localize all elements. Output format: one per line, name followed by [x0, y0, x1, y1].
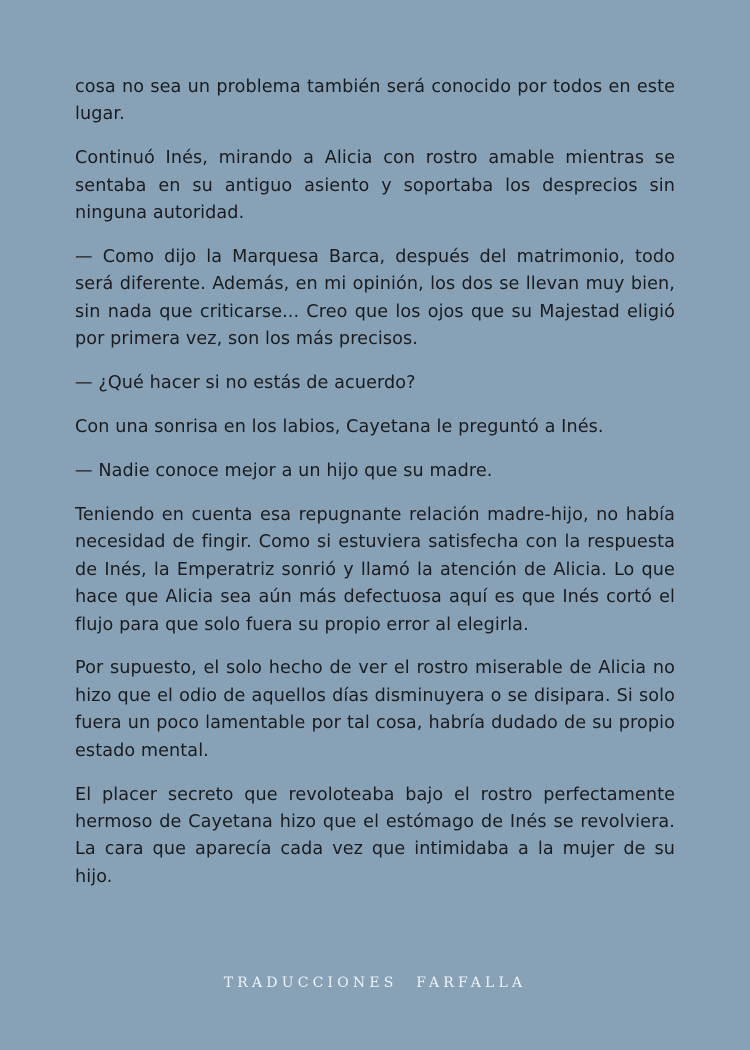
paragraph-9: El placer secreto que revoloteaba bajo el rostro perfectamente hermoso de Cayetana hizo que el estómago de Inés se revolviera. La cara que aparecía cada vez que intimidaba a la mujer de su hijo.	[75, 784, 675, 887]
page-body-text	[75, 74, 675, 908]
paragraph-8: Por supuesto, el solo hecho de ver el rostro miserable de Alicia no hizo que el odio de aquellos días disminuyera o se disipara. Si solo fuera un poco lamentable por tal cosa, habría dudado de su propio estado mental.	[75, 658, 675, 761]
paragraph-1: cosa no sea un problema también será conocido por todos en este lugar.	[75, 77, 675, 125]
paragraph-5: Con una sonrisa en los labios, Cayetana le preguntó a Inés.	[75, 417, 604, 438]
paragraph-4: — ¿Qué hacer si no estás de acuerdo?	[75, 373, 416, 394]
paragraph-7: Teniendo en cuenta esa repugnante relación madre-hijo, no había necesidad de fingir. Como si estuviera satisfecha con la respuesta de Inés, la Emperatriz sonrió y llamó la atención de Alicia. Lo que hace que Alicia sea aún más defectuosa aquí es que Inés cortó el flujo para que solo fuera su propio error al elegirla.	[75, 504, 675, 635]
paragraph-3: — Como dijo la Marquesa Barca, después del matrimonio, todo será diferente. Además, en mi opinión, los dos se llevan muy bien, sin nada que criticarse... Creo que los ojos que su Majestad eligió por primera vez, son los más precisos.	[75, 247, 675, 350]
paragraph-6: — Nadie conoce mejor a un hijo que su madre.	[75, 460, 493, 481]
paragraph-2: Continuó Inés, mirando a Alicia con rostro amable mientras se sentaba en su antiguo asiento y soportaba los desprecios sin ninguna autoridad.	[75, 148, 675, 224]
page-footer-credit: TRADUCCIONES FARFALLA	[223, 975, 527, 991]
